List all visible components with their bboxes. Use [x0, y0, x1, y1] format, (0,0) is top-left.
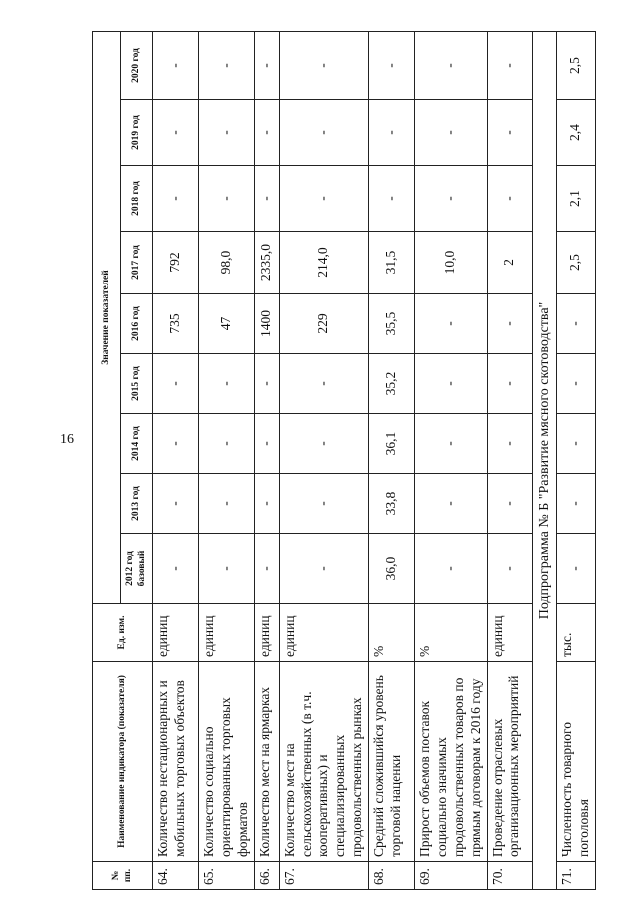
table-row: [557, 32, 596, 890]
value-cell: -: [153, 354, 199, 414]
table-row: [199, 32, 255, 890]
indicator-table: [92, 31, 596, 890]
header-no: № пп.: [93, 862, 153, 890]
value-cell: -: [415, 100, 488, 166]
header-year: 2013 год: [121, 474, 153, 534]
unit-cell: единиц: [487, 604, 532, 662]
value-cell: 10,0: [415, 232, 488, 294]
subprogram-title: Подпрограмма № Б "Развитие мясного скотоводства": [532, 32, 557, 890]
value-cell: 792: [153, 232, 199, 294]
table-row: [153, 32, 199, 890]
value-cell: 1400: [254, 294, 279, 354]
value-cell: 2,5: [557, 32, 596, 100]
value-cell: -: [369, 166, 415, 232]
value-cell: -: [279, 354, 368, 414]
value-cell: 98,0: [199, 232, 255, 294]
header-year: 2016 год: [121, 294, 153, 354]
value-cell: -: [487, 100, 532, 166]
value-cell: 33,8: [369, 474, 415, 534]
value-cell: -: [153, 414, 199, 474]
value-cell: -: [254, 32, 279, 100]
value-cell: 2,4: [557, 100, 596, 166]
value-cell: -: [199, 354, 255, 414]
indicator-name: Средний сложившийся уровень торговой наценки: [369, 662, 415, 862]
value-cell: -: [199, 32, 255, 100]
value-cell: -: [199, 534, 255, 604]
value-cell: -: [557, 294, 596, 354]
value-cell: -: [279, 414, 368, 474]
indicator-name: Проведение отраслевых организационных мероприятий: [487, 662, 532, 862]
value-cell: -: [279, 474, 368, 534]
value-cell: -: [153, 534, 199, 604]
value-cell: 35,2: [369, 354, 415, 414]
value-cell: -: [557, 534, 596, 604]
value-cell: 229: [279, 294, 368, 354]
value-cell: -: [487, 166, 532, 232]
value-cell: -: [487, 474, 532, 534]
value-cell: -: [199, 100, 255, 166]
value-cell: -: [487, 32, 532, 100]
value-cell: -: [153, 100, 199, 166]
value-cell: -: [153, 474, 199, 534]
table-row: [279, 32, 368, 890]
row-number: 64.: [153, 862, 199, 890]
value-cell: -: [254, 100, 279, 166]
row-number: 65.: [199, 862, 255, 890]
value-cell: 735: [153, 294, 199, 354]
table-row: [487, 32, 532, 890]
unit-cell: тыс.: [557, 604, 596, 662]
value-cell: -: [557, 474, 596, 534]
row-number: 70.: [487, 862, 532, 890]
subprogram-row: [532, 32, 557, 890]
value-cell: -: [279, 534, 368, 604]
indicator-name: Численность товарного поголовья: [557, 662, 596, 862]
indicator-name: Количество социально ориентированных торговых форматов: [199, 662, 255, 862]
value-cell: -: [557, 354, 596, 414]
value-cell: -: [415, 474, 488, 534]
value-cell: 2: [487, 232, 532, 294]
table-row: [369, 32, 415, 890]
unit-cell: единиц: [254, 604, 279, 662]
row-number: 68.: [369, 862, 415, 890]
value-cell: -: [415, 166, 488, 232]
indicator-name: Количество мест на сельскохозяйственных (в т.ч. кооперативных) и специализированных продовольственных рынках: [279, 662, 368, 862]
header-year: 2019 год: [121, 100, 153, 166]
value-cell: 2,1: [557, 166, 596, 232]
value-cell: -: [254, 166, 279, 232]
indicator-name: Количество нестационарных и мобильных торговых объектов: [153, 662, 199, 862]
header-year: 2020 год: [121, 32, 153, 100]
header-values: Значение показателей: [93, 32, 121, 604]
value-cell: 47: [199, 294, 255, 354]
header-year: 2014 год: [121, 414, 153, 474]
value-cell: 2,5: [557, 232, 596, 294]
value-cell: 36,0: [369, 534, 415, 604]
value-cell: 35,5: [369, 294, 415, 354]
value-cell: 31,5: [369, 232, 415, 294]
value-cell: -: [415, 534, 488, 604]
indicator-name: Прирост объемов поставок социально значимых продовольственных товаров по прямым договорам к 2016 году: [415, 662, 488, 862]
indicator-table-rotated: [92, 32, 607, 890]
value-cell: -: [153, 166, 199, 232]
header-year: 2018 год: [121, 166, 153, 232]
row-number: 67.: [279, 862, 368, 890]
value-cell: -: [153, 32, 199, 100]
indicator-name: Количество мест на ярмарках: [254, 662, 279, 862]
value-cell: -: [199, 474, 255, 534]
unit-cell: единиц: [199, 604, 255, 662]
value-cell: -: [415, 414, 488, 474]
value-cell: -: [487, 294, 532, 354]
value-cell: -: [369, 100, 415, 166]
value-cell: -: [279, 32, 368, 100]
table-row: [254, 32, 279, 890]
value-cell: -: [369, 32, 415, 100]
header-year: 2017 год: [121, 232, 153, 294]
row-number: 71.: [557, 862, 596, 890]
value-cell: 36,1: [369, 414, 415, 474]
value-cell: -: [254, 474, 279, 534]
value-cell: -: [254, 414, 279, 474]
value-cell: -: [487, 414, 532, 474]
value-cell: 2335,0: [254, 232, 279, 294]
header-name: Наименование индикатора (показателя): [93, 662, 153, 862]
value-cell: -: [199, 166, 255, 232]
header-year: 2012 год базовый: [121, 534, 153, 604]
value-cell: -: [415, 32, 488, 100]
unit-cell: %: [369, 604, 415, 662]
page-number: 16: [60, 432, 74, 447]
value-cell: -: [487, 534, 532, 604]
unit-cell: единиц: [279, 604, 368, 662]
value-cell: -: [557, 414, 596, 474]
value-cell: -: [254, 354, 279, 414]
header-unit: Ед. изм.: [93, 604, 153, 662]
header-year: 2015 год: [121, 354, 153, 414]
row-number: 69.: [415, 862, 488, 890]
table-row: [415, 32, 488, 890]
unit-cell: единиц: [153, 604, 199, 662]
value-cell: -: [415, 354, 488, 414]
value-cell: 214,0: [279, 232, 368, 294]
value-cell: -: [487, 354, 532, 414]
value-cell: -: [254, 534, 279, 604]
unit-cell: %: [415, 604, 488, 662]
row-number: 66.: [254, 862, 279, 890]
value-cell: -: [415, 294, 488, 354]
value-cell: -: [279, 166, 368, 232]
value-cell: -: [279, 100, 368, 166]
value-cell: -: [199, 414, 255, 474]
